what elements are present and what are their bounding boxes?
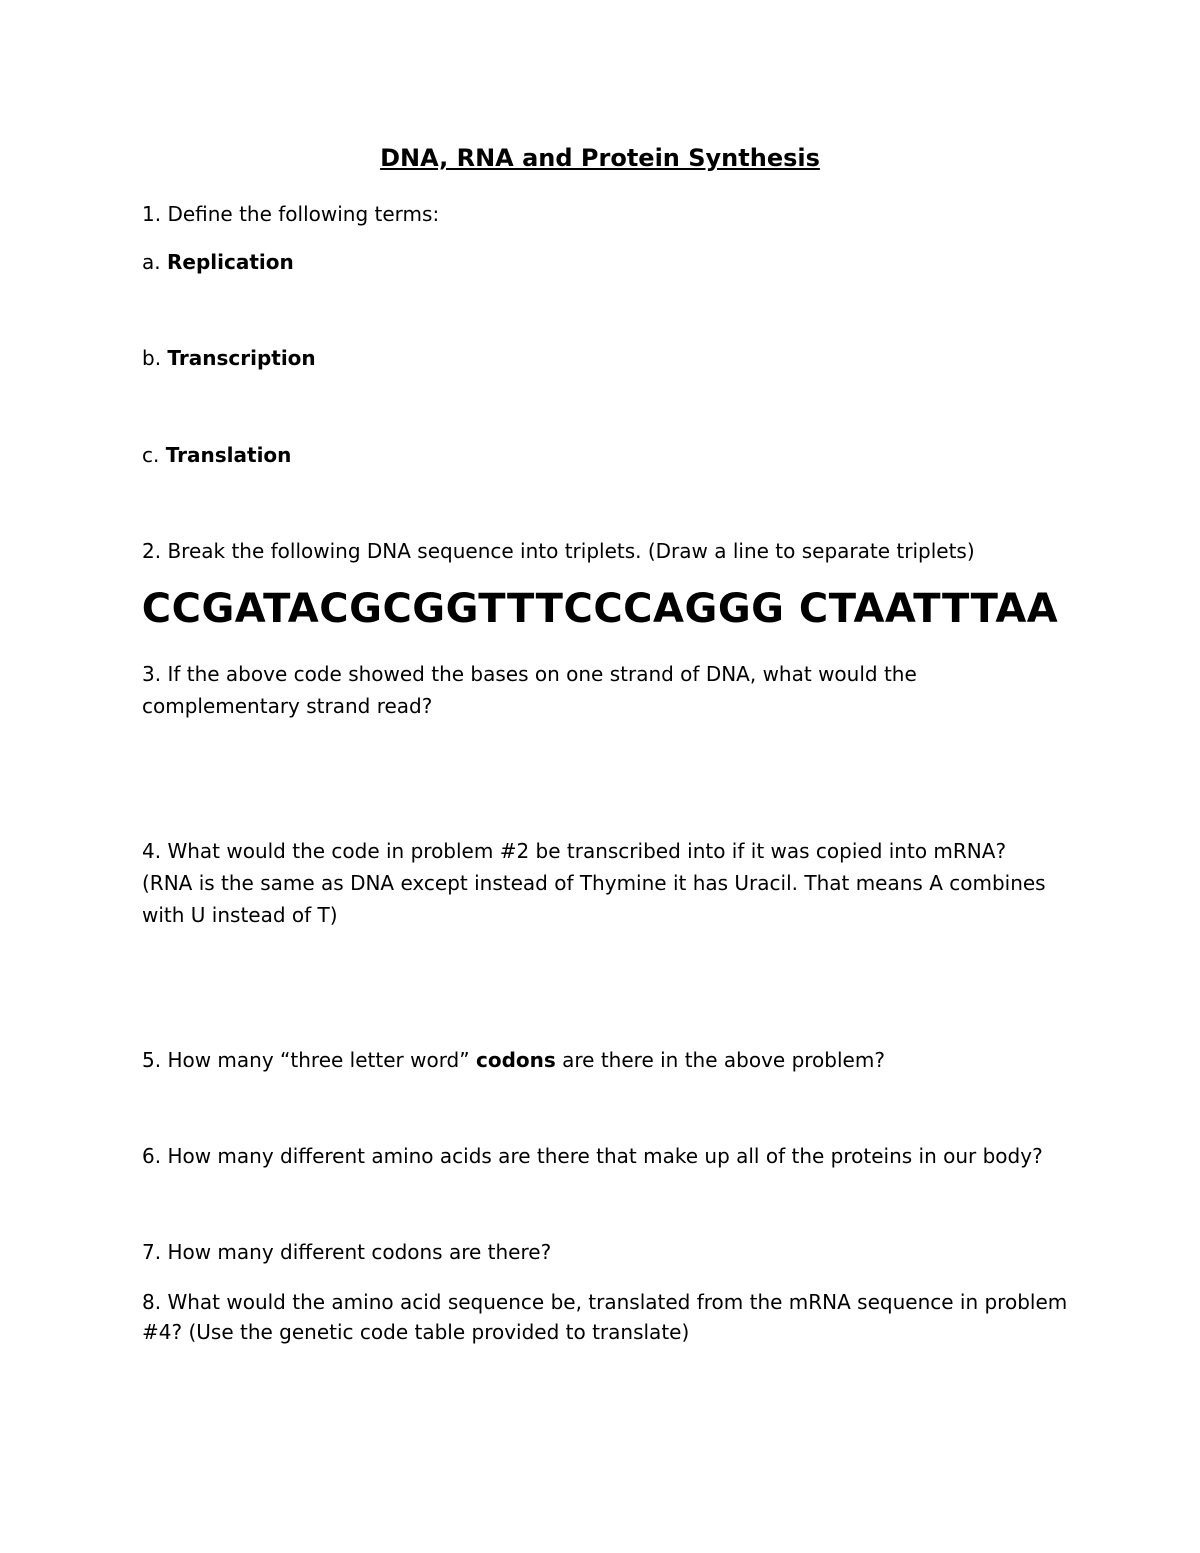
question-3-line-2: complementary strand read? [142,694,433,718]
term-b-prefix: b. [142,346,168,370]
term-c-label: Translation [165,443,292,467]
question-5 [142,1044,885,1076]
term-a [142,246,294,278]
question-4-line-3: with U instead of T) [142,903,338,927]
term-b [142,342,316,374]
term-a-label: Replication [166,250,294,274]
term-c-prefix: c. [142,443,166,467]
page-title: DNA, RNA and Protein Synthesis [380,144,820,172]
question-5-text-after: are there in the above problem? [555,1048,885,1072]
question-4-line-2: (RNA is the same as DNA except instead of Thymine it has Uracil. That means A combines [142,871,1046,895]
term-b-label: Transcription [167,346,316,370]
dna-sequence: CCGATACGCGGTTTCCCAGGG CTAATTTAA [141,586,1059,632]
question-3-line-1: 3. If the above code showed the bases on one strand of DNA, what would the [142,662,917,686]
question-5-codons-term: codons [475,1048,556,1072]
question-8-line-2: #4? (Use the genetic code table provided to translate) [142,1320,690,1344]
term-c [142,439,291,471]
question-4-line-1: 4. What would the code in problem #2 be transcribed into if it was copied into mRNA? [142,839,1007,863]
term-a-prefix: a. [142,250,167,274]
question-5-text-before: 5. How many “three letter word” [142,1048,476,1072]
question-7: 7. How many different codons are there? [142,1240,552,1264]
question-2-prompt: 2. Break the following DNA sequence into triplets. (Draw a line to separate triplets) [142,539,975,563]
question-1-prompt: 1. Define the following terms: [142,202,440,226]
question-8-line-1: 8. What would the amino acid sequence be, translated from the mRNA sequence in problem [142,1290,1068,1314]
question-6: 6. How many different amino acids are there that make up all of the proteins in our body? [142,1144,1043,1168]
